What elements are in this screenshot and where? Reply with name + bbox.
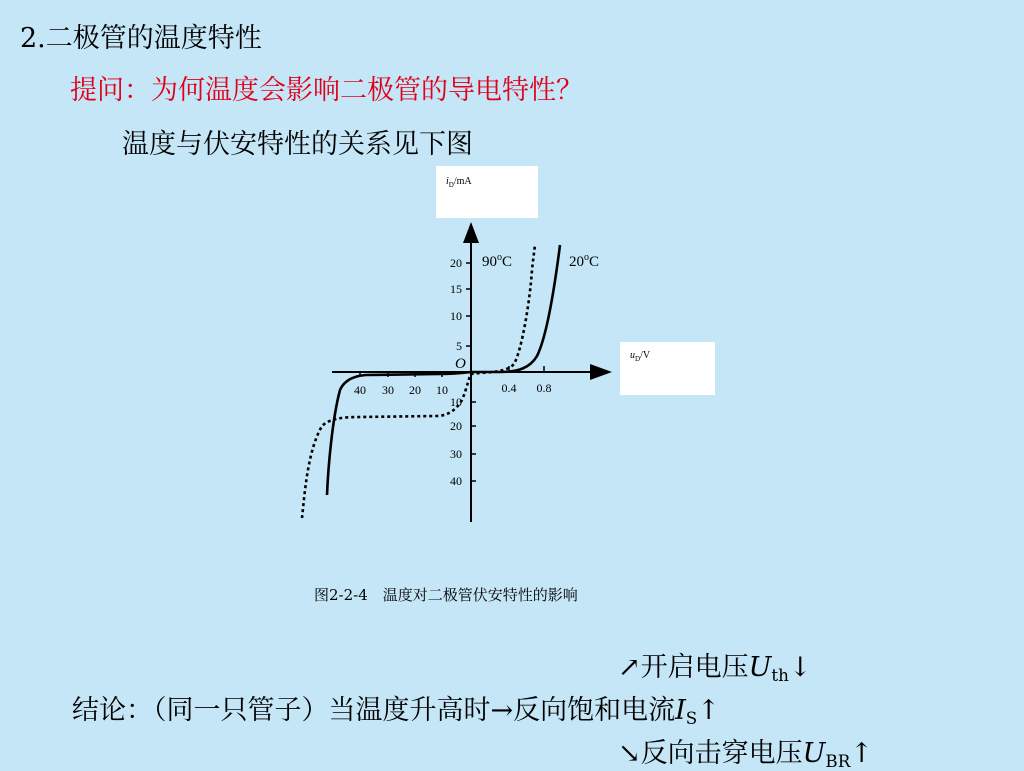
y-axis-arrow: [463, 222, 479, 243]
y-axis-label: $i_D/mA$: [446, 176, 472, 189]
intro-text: 温度与伏安特性的关系见下图: [122, 129, 473, 160]
x-tick-label: 30: [382, 383, 394, 397]
x-tick-label: 20: [409, 383, 421, 397]
y-tick-label: 10: [450, 309, 462, 323]
conclusion-line-threshold: ↗开启电压Uth↓: [618, 652, 812, 686]
curve-90C: [302, 245, 535, 518]
ylabel-box: [436, 166, 538, 218]
y-tick-label: 15: [450, 282, 462, 296]
figure-caption: 图2-2-4 温度对二极管伏安特性的影响: [314, 586, 578, 604]
conclusion-label: 结论：（同一只管子）当温度升高时: [72, 695, 491, 726]
x-axis-label: $u_D/V$: [630, 350, 651, 363]
y-tick-label: 20: [450, 256, 462, 270]
legend-20C: 20$^o$C: [569, 252, 600, 270]
y-tick-label: 10: [450, 395, 462, 409]
y-tick-label: 40: [450, 474, 462, 488]
x-tick-label: 10: [436, 383, 448, 397]
x-tick-label: 0.4: [501, 381, 517, 395]
y-tick-label: 20: [450, 419, 462, 433]
x-tick-label: 40: [354, 383, 366, 397]
section-title: 2.二极管的温度特性: [20, 23, 262, 54]
question-text: 提问：为何温度会影响二极管的导电特性？: [70, 75, 583, 106]
origin-label: O: [455, 356, 466, 372]
conclusion-line-saturation: 结论：（同一只管子）当温度升高时→反向饱和电流IS↑: [72, 695, 720, 729]
conclusion-line-breakdown: ↘反向击穿电压UBR↑: [618, 738, 873, 771]
legend-90C: 90$^o$C: [482, 252, 513, 270]
curve-20C: [327, 245, 560, 495]
y-tick-label: 5: [456, 339, 462, 353]
x-tick-label: 0.8: [536, 381, 552, 395]
y-tick-label: 30: [450, 447, 462, 461]
x-axis-arrow: [590, 364, 612, 380]
